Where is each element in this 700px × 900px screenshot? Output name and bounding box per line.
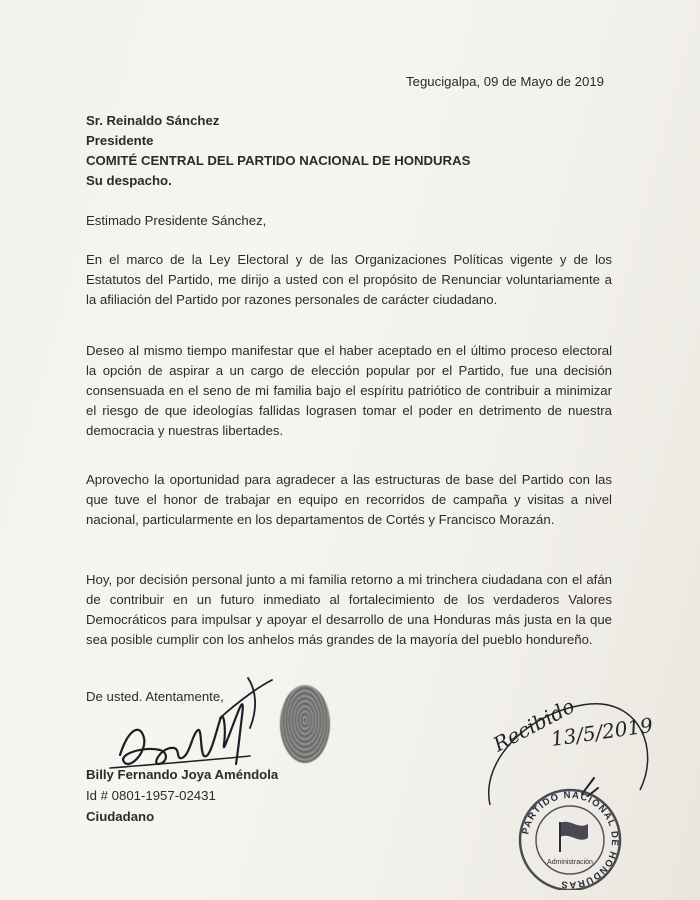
body-paragraph-3: Aprovecho la oportunidad para agradecer a las estructuras de base del Partido con las que tuve el honor de trabajar en equipo en recorridos de campaña y visitas a nivel nacional, particularmente en los departamentos de Cortés y Francisco Morazán. xyxy=(86,472,612,527)
addressee-office: Su despacho. xyxy=(86,173,172,188)
salutation: Estimado Presidente Sánchez, xyxy=(86,213,267,228)
body-paragraph-2: Deseo al mismo tiempo manifestar que el haber aceptado en el último proceso electoral la opción de aspirar a un cargo de elección popular por el Partido, fue una decisión consensuada en el seno de mi familia bajo el espíritu patriótico de contribuir a minimizar el riesgo de que ideologías fallidas lograsen tomar el poder en detrimento de nuestra democracia y nuestras libertades. xyxy=(86,343,612,438)
signer-id: Id # 0801-1957-02431 xyxy=(86,788,216,803)
stamp-inner-text: Administración xyxy=(547,859,593,866)
stamp-ring-text: PARTIDO NACIONAL DE HONDURAS xyxy=(520,789,621,890)
received-note-word: Recibido xyxy=(489,693,579,757)
addressee-name: Sr. Reinaldo Sánchez xyxy=(86,113,220,128)
addressee-block xyxy=(86,111,470,191)
signer-title: Ciudadano xyxy=(86,809,155,824)
thumbprint xyxy=(280,685,330,763)
signer-name: Billy Fernando Joya Améndola xyxy=(86,767,279,782)
letter-date: Tegucigalpa, 09 de Mayo de 2019 xyxy=(406,74,604,89)
signer-block xyxy=(86,764,278,827)
body-paragraph-4: Hoy, por decisión personal junto a mi familia retorno a mi trinchera ciudadana con el afán de contribuir en un futuro inmediato al fortalecimiento de los verdaderos Valores Democráticos para impulsar y apoyar el desarrollo de una Honduras más justa en la que sea posible cumplir con los anhelos más grandes de la mayoría del pueblo hondureño. xyxy=(86,572,612,647)
closing-line: De usted. Atentamente, xyxy=(86,689,224,704)
body-paragraph-1: En el marco de la Ley Electoral y de las Organizaciones Políticas vigente y de los Estatutos del Partido, me dirijo a usted con el propósito de Renunciar voluntariamente a la afiliación del Partido por razones personales de carácter ciudadano. xyxy=(86,252,612,307)
received-stamp-area xyxy=(470,690,670,890)
received-stamp xyxy=(470,690,670,890)
addressee-organization: COMITÉ CENTRAL DEL PARTIDO NACIONAL DE HONDURAS xyxy=(86,153,471,168)
received-note-date: 13/5/2019 xyxy=(549,712,655,751)
addressee-position: Presidente xyxy=(86,133,154,148)
